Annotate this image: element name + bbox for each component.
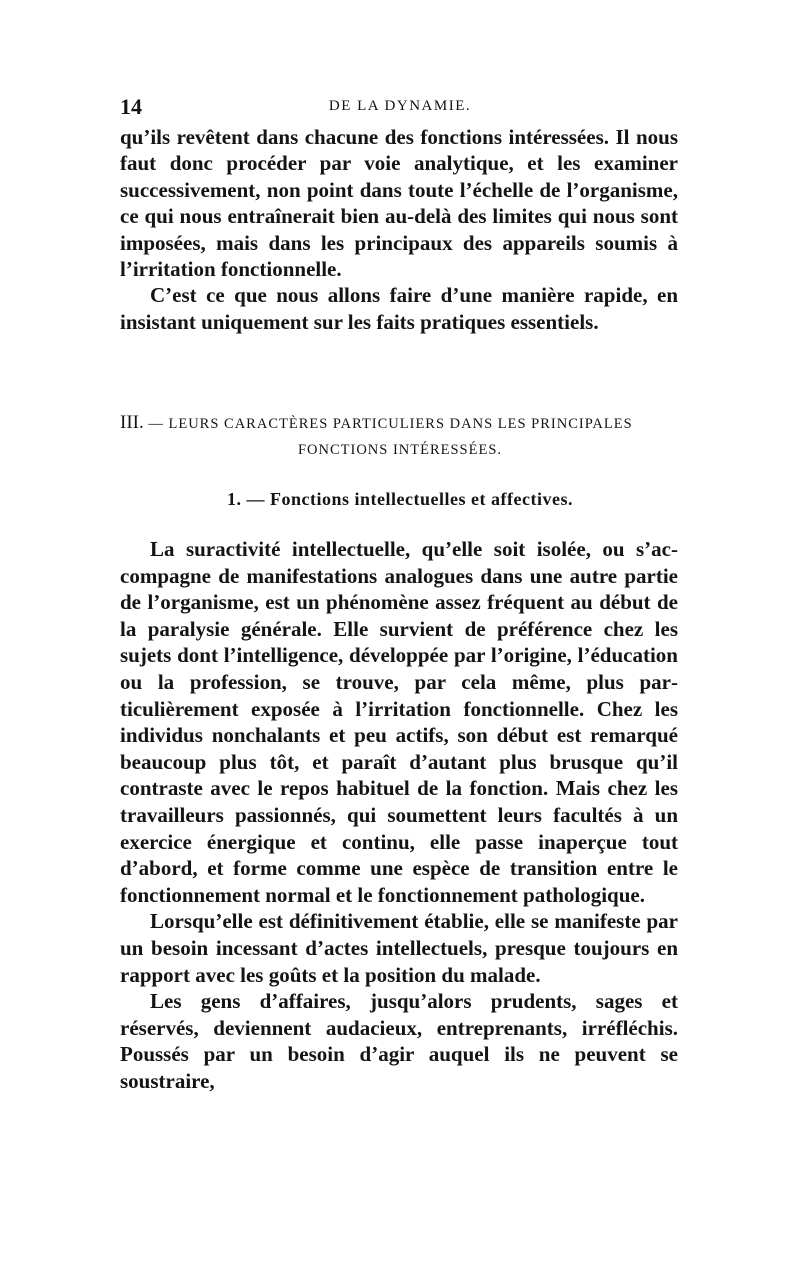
text-block-body [120,536,678,1094]
paragraph: Lorsqu’elle est définitivement établie, elle se manifeste par un besoin incessant d’actes intellectuels, presque toujours en rapport avec les goûts et la position du malade. [120,909,678,987]
paragraph: qu’ils revêtent dans chacune des fonctions intéressées. Il nous faut donc procéder par voie analytique, et les examiner successivement, non point dans toute l’échelle de l’organisme, ce qui nous entraînerait bien au-delà des limites qui nous sont imposées, mais dans les principaux des appareils soumis à l’irritation fonctionnelle. [120,125,678,282]
text-block-top [120,124,678,335]
section-heading-line-2: FONCTIONS INTÉRESSÉES. [297,442,503,458]
paragraph: La suractivité intellectuelle, qu’elle soit isolée, ou s’accompagne de manifestations analogues dans une autre partie de l’organisme, est un phénomène assez fréquent au début de la paralysie générale. Elle survient de préférence chez les sujets dont l’intelligence, développée par l’origine, l’éducation ou la profession, se trouve, par cela même, plus particulièrement exposée à l’irritation fonctionnelle. Chez les individus nonchalants et peu actifs, son début est remarqué beaucoup plus tôt, et paraît d’autant plus brusque qu’il contraste avec le repos habituel de la fonction. Mais chez les travailleurs passionnés, qui soumettent leurs facultés à un exercice énergique et continu, elle passe inaperçue tout d’abord, et forme comme une espèce de transition entre le fonctionnement normal et le fonctionnement pathologique. [120,537,678,907]
page-number: 14 [120,94,142,119]
subsection-heading: 1. — Fonctions intellectuelles et affectives. [227,489,573,509]
running-head [120,94,680,118]
section-numeral: III. [120,412,144,433]
paragraph: C’est ce que nous allons faire d’une manière rapide, en insistant uniquement sur les faits pratiques essentiels. [120,283,678,334]
section-heading [120,410,680,463]
paragraph: Les gens d’affaires, jusqu’alors prudents, sages et réservés, deviennent audacieux, entreprenants, irréfléchis. Poussés par un besoin d’agir auquel ils ne peuvent se soustraire, [120,989,678,1093]
section-heading-line-1 [120,410,680,437]
section-heading-text: — LEURS CARACTÈRES PARTICULIERS DANS LES PRINCIPALES [143,416,633,432]
running-title: DE LA DYNAMIE. [328,98,472,114]
